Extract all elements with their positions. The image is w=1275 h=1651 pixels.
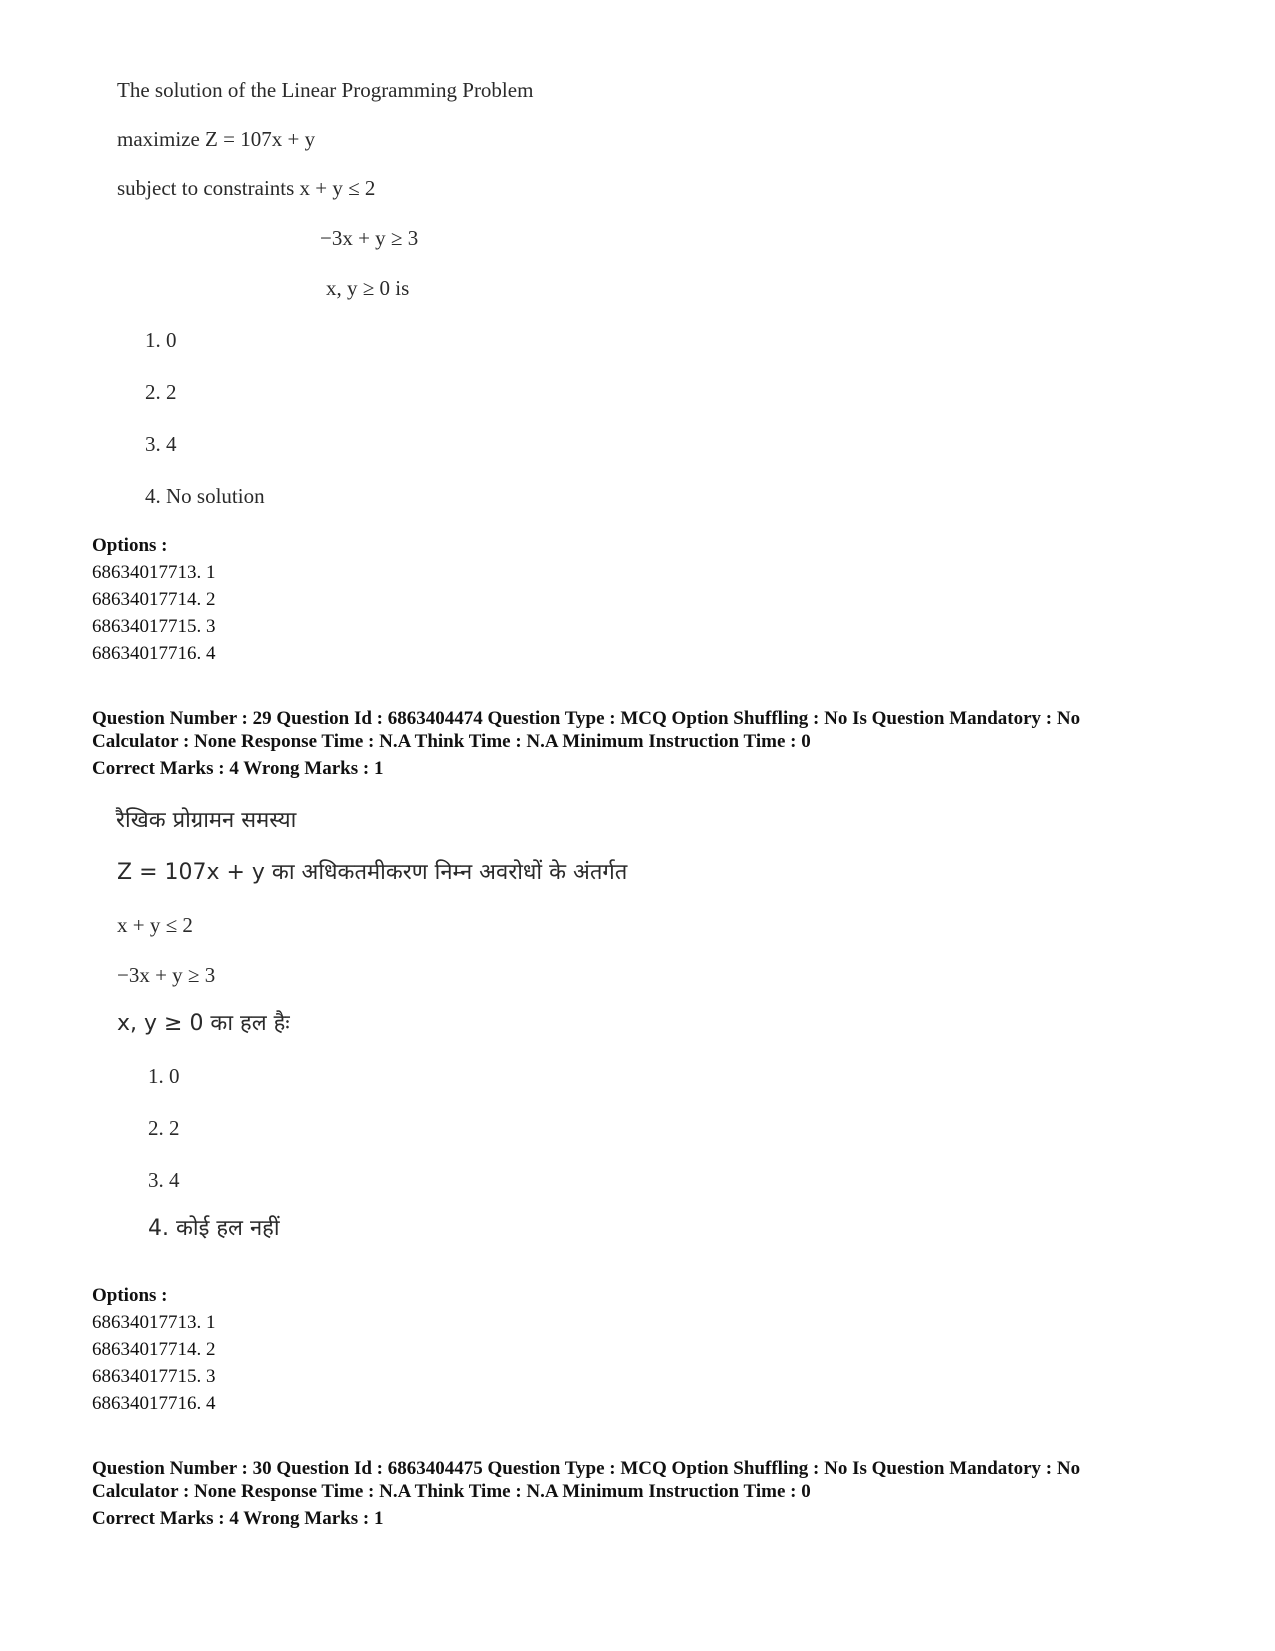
question-title-hindi: रैखिक प्रोग्रामन समस्या <box>116 808 297 833</box>
options-block <box>92 532 216 667</box>
option-item: 68634017715. 3 <box>92 1366 216 1387</box>
option-item: 68634017716. 4 <box>92 643 216 664</box>
constraint-2: −3x + y ≥ 3 <box>117 963 216 987</box>
choice-3: 3. 4 <box>148 1168 180 1192</box>
question-meta <box>92 1457 1080 1530</box>
question-meta-line: Question Number : 30 Question Id : 6863404475 Question Type : MCQ Option Shuffling : No Is Question Mandatory : No <box>92 1458 1081 1479</box>
option-item: 68634017714. 2 <box>92 589 216 610</box>
question-image-english <box>0 0 1275 510</box>
choice-4-hindi: 4. कोई हल नहीं <box>148 1216 280 1241</box>
choice-1: 1. 0 <box>148 1064 180 1088</box>
option-item: 68634017713. 1 <box>92 1312 216 1333</box>
option-item: 68634017716. 4 <box>92 1393 216 1414</box>
question-meta <box>92 707 1080 780</box>
choice-2: 2. 2 <box>148 1116 180 1140</box>
option-item: 68634017713. 1 <box>92 562 216 583</box>
objective-function-hindi: Z = 107x + y का अधिकतमीकरण निम्न अवरोधों के अंतर्गत <box>117 860 628 885</box>
choice-4: 4. No solution <box>145 484 265 508</box>
objective-function: maximize Z = 107x + y <box>117 127 316 151</box>
question-intro: The solution of the Linear Programming Problem <box>117 78 534 102</box>
choice-1: 1. 0 <box>145 328 177 352</box>
question-marks: Correct Marks : 4 Wrong Marks : 1 <box>92 1508 384 1529</box>
options-heading: Options : <box>92 535 168 556</box>
constraint-1: subject to constraints x + y ≤ 2 <box>117 176 376 200</box>
question-meta-line: Question Number : 29 Question Id : 6863404474 Question Type : MCQ Option Shuffling : No Is Question Mandatory : No <box>92 708 1081 729</box>
question-marks: Correct Marks : 4 Wrong Marks : 1 <box>92 758 384 779</box>
constraint-3: x, y ≥ 0 is <box>326 276 410 300</box>
question-image-hindi <box>0 800 1275 1260</box>
constraint-3-hindi: x, y ≥ 0 का हल हैः <box>117 1011 290 1036</box>
constraint-1: x + y ≤ 2 <box>117 913 193 937</box>
constraint-2: −3x + y ≥ 3 <box>320 226 419 250</box>
options-block <box>92 1282 216 1417</box>
option-item: 68634017715. 3 <box>92 616 216 637</box>
options-heading: Options : <box>92 1285 168 1306</box>
question-meta-line: Calculator : None Response Time : N.A Think Time : N.A Minimum Instruction Time : 0 <box>92 1481 811 1502</box>
question-meta-line: Calculator : None Response Time : N.A Think Time : N.A Minimum Instruction Time : 0 <box>92 731 811 752</box>
choice-2: 2. 2 <box>145 380 177 404</box>
choice-3: 3. 4 <box>145 432 177 456</box>
option-item: 68634017714. 2 <box>92 1339 216 1360</box>
